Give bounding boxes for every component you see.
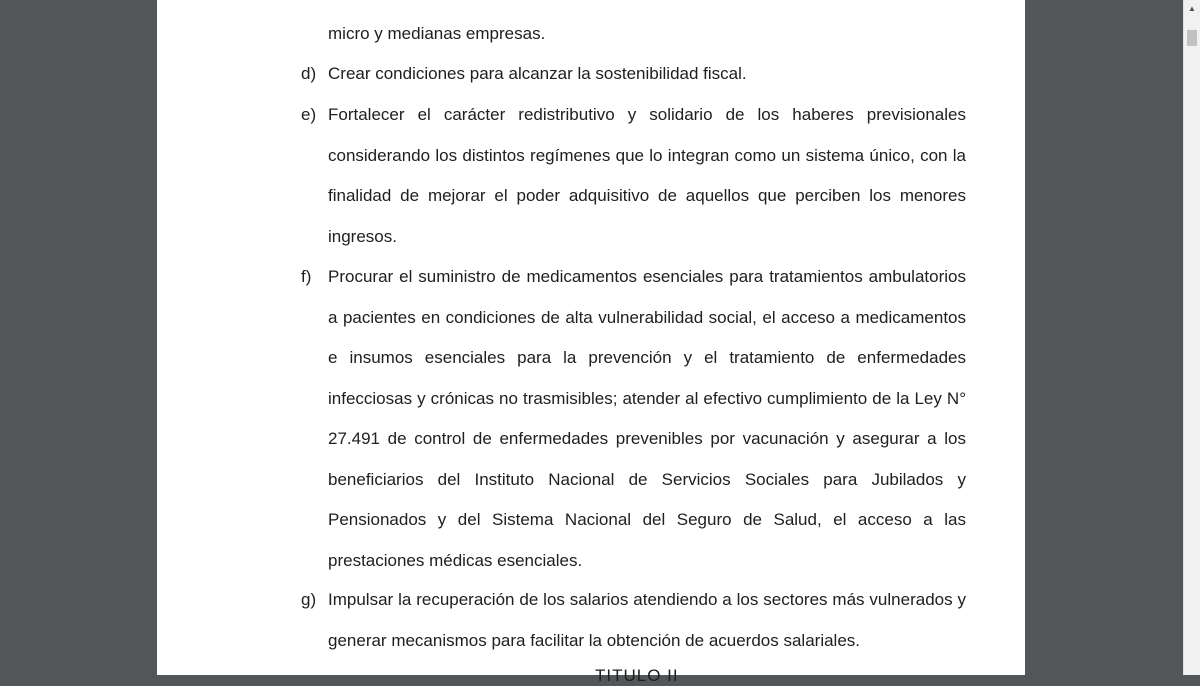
section-heading: TITULO II [595,666,679,685]
cut-line-text: micro y medianas empresas. [328,24,546,43]
item-label: g) [301,590,317,609]
item-text: Fortalecer el carácter redistributivo y solidario de los haberes previsionales considerando los distintos regímenes que lo integran como un sistema único, con la finalidad de mejorar el poder adquisitivo de aquellos que perciben los menores ingresos. [328,105,966,246]
scroll-thumb[interactable] [1187,30,1197,46]
document-page [157,0,1025,685]
vertical-scrollbar[interactable] [1183,0,1200,675]
item-label: e) [301,105,317,124]
item-label: d) [301,64,317,83]
item-text: Crear condiciones para alcanzar la sostenibilidad fiscal. [328,64,747,83]
item-text: Impulsar la recuperación de los salarios atendiendo a los sectores más vulnerados y generar mecanismos para facilitar la obtención de acuerdos salariales. [328,590,966,650]
item-text: Procurar el suministro de medicamentos esenciales para tratamientos ambulatorios a pacientes en condiciones de alta vulnerabilidad social, el acceso a medicamentos e insumos esenciales para la prevención y el tratamiento de enfermedades infecciosas y crónicas no trasmisibles; atender al efectivo cumplimiento de la Ley N° 27.491 de control de enfermedades prevenibles por vacunación y asegurar a los beneficiarios del Instituto Nacional de Servicios Sociales para Jubilados y Pensionados y del Sistema Nacional del Seguro de Salud, el acceso a las prestaciones médicas esenciales. [328,267,966,570]
scroll-up-icon[interactable]: ▲ [1188,4,1196,13]
item-label: f) [301,267,312,286]
